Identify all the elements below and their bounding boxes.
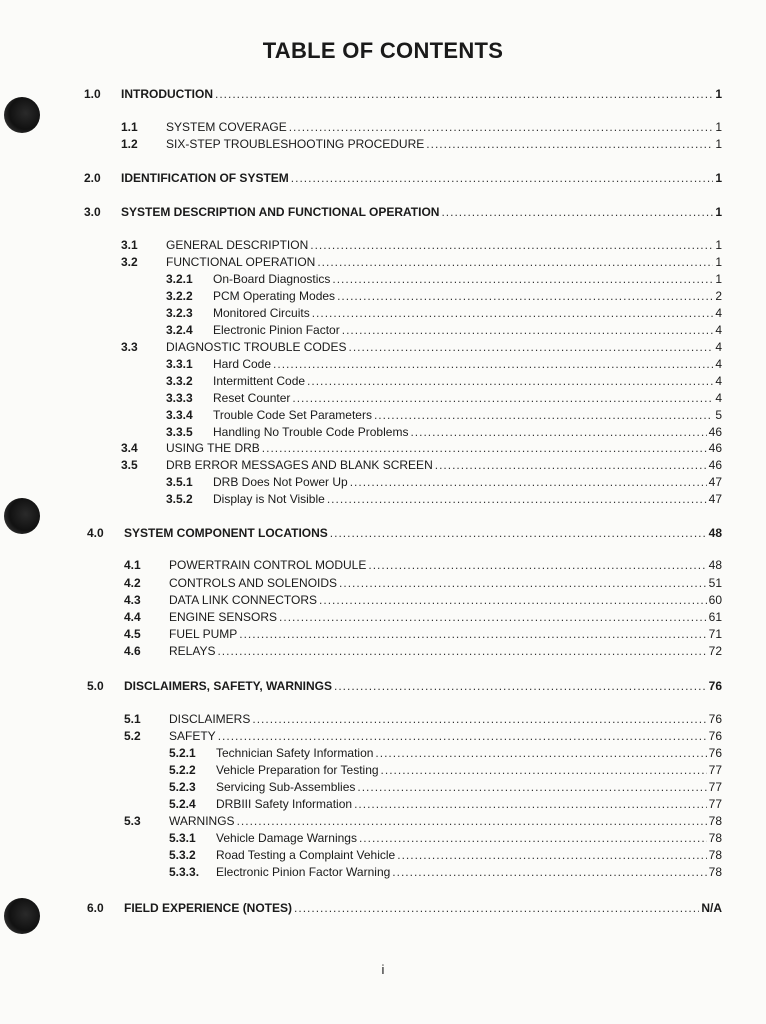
toc-entry <box>124 814 722 828</box>
toc-entry <box>169 746 722 760</box>
toc-entry-number: 3.1 <box>121 238 138 252</box>
toc-entry-page: 47 <box>708 475 722 489</box>
toc-entry <box>166 357 722 371</box>
toc-entry-number: 5.3.3. <box>169 865 200 879</box>
toc-leader-dots <box>307 374 713 388</box>
toc-leader-dots <box>410 425 706 439</box>
toc-entry-page: 4 <box>715 357 722 371</box>
toc-leader-dots <box>357 780 706 794</box>
toc-entry-label: POWERTRAIN CONTROL MODULE <box>169 558 367 572</box>
toc-entry <box>166 374 722 388</box>
toc-entry-page: 78 <box>708 848 722 862</box>
toc-entry-page: 71 <box>708 627 722 641</box>
toc-leader-dots <box>273 357 713 371</box>
toc-leader-dots <box>354 797 707 811</box>
toc-entry <box>124 729 722 743</box>
toc-entry-page: N/A <box>701 901 722 915</box>
toc-leader-dots <box>397 848 706 862</box>
toc-leader-dots <box>237 814 707 828</box>
toc-entry-number: 4.5 <box>124 627 141 641</box>
toc-entry <box>124 558 722 572</box>
toc-leader-dots <box>375 746 706 760</box>
binder-hole-bottom <box>4 898 40 934</box>
toc-entry-page: 60 <box>708 593 722 607</box>
toc-entry-label: INTRODUCTION <box>121 87 213 101</box>
toc-entry <box>87 526 722 540</box>
toc-entry <box>169 763 722 777</box>
toc-leader-dots <box>350 475 707 489</box>
toc-entry-page: 78 <box>708 814 722 828</box>
toc-entry-page: 78 <box>708 831 722 845</box>
toc-entry-number: 3.5 <box>121 458 138 472</box>
toc-entry-label: DISCLAIMERS, SAFETY, WARNINGS <box>124 679 333 693</box>
toc-entry <box>166 492 722 506</box>
toc-leader-dots <box>342 323 714 337</box>
toc-entry <box>121 458 722 472</box>
toc-leader-dots <box>289 120 714 134</box>
toc-entry-page: 1 <box>715 120 722 134</box>
toc-entry-page: 72 <box>708 644 722 658</box>
toc-entry-label: SYSTEM COVERAGE <box>166 120 287 134</box>
toc-entry <box>166 425 722 439</box>
toc-entry-number: 5.1 <box>124 712 141 726</box>
toc-leader-dots <box>368 558 706 572</box>
toc-entry-label: GENERAL DESCRIPTION <box>166 238 309 252</box>
toc-entry-label: FIELD EXPERIENCE (NOTES) <box>124 901 293 915</box>
toc-leader-dots <box>317 255 713 269</box>
toc-entry-number: 2.0 <box>84 171 101 185</box>
toc-entry-page: 76 <box>708 729 722 743</box>
toc-entry-label: Technician Safety Information <box>216 746 374 760</box>
toc-entry-number: 3.2.3 <box>166 306 193 320</box>
toc-entry-page: 4 <box>715 374 722 388</box>
toc-leader-dots <box>217 644 706 658</box>
toc-entry-number: 3.2.4 <box>166 323 193 337</box>
toc-entry <box>121 340 722 354</box>
toc-entry <box>87 901 722 915</box>
toc-leader-dots <box>332 272 713 286</box>
toc-entry-label: FUEL PUMP <box>169 627 238 641</box>
toc-entry <box>84 205 722 219</box>
toc-entry-number: 5.3.1 <box>169 831 196 845</box>
toc-entry <box>169 831 722 845</box>
toc-entry-number: 3.5.1 <box>166 475 193 489</box>
toc-entry-label: Hard Code <box>213 357 272 371</box>
page-title: TABLE OF CONTENTS <box>262 38 504 63</box>
toc-entry <box>166 306 722 320</box>
toc-entry-label: Electronic Pinion Factor Warning <box>216 865 391 879</box>
toc-entry-label: Trouble Code Set Parameters <box>213 408 372 422</box>
toc-entry <box>166 408 722 422</box>
toc-entry-page: 76 <box>708 746 722 760</box>
toc-entry-label: DISCLAIMERS <box>169 712 251 726</box>
toc-entry-number: 3.0 <box>84 205 101 219</box>
toc-entry-page: 46 <box>708 441 722 455</box>
toc-entry-page: 1 <box>715 205 722 219</box>
toc-entry-number: 5.2.3 <box>169 780 196 794</box>
toc-entry <box>124 644 722 658</box>
toc-entry-page: 47 <box>708 492 722 506</box>
toc-entry-page: 4 <box>715 340 722 354</box>
toc-entry-page: 1 <box>715 272 722 286</box>
toc-entry-page: 77 <box>708 797 722 811</box>
toc-entry <box>87 679 722 693</box>
toc-entry <box>84 87 722 101</box>
toc-leader-dots <box>337 289 713 303</box>
toc-leader-dots <box>359 831 707 845</box>
binder-hole-middle <box>4 498 40 534</box>
toc-entry-label: RELAYS <box>169 644 216 658</box>
toc-leader-dots <box>334 679 707 693</box>
toc-leader-dots <box>392 865 706 879</box>
toc-entry-number: 5.2.4 <box>169 797 196 811</box>
toc-leader-dots <box>374 408 713 422</box>
toc-entry-label: CONTROLS AND SOLENOIDS <box>169 576 338 590</box>
toc-leader-dots <box>239 627 706 641</box>
toc-entry-label: Vehicle Preparation for Testing <box>216 763 379 777</box>
toc-entry-number: 4.6 <box>124 644 141 658</box>
toc-entry-label: ENGINE SENSORS <box>169 610 278 624</box>
toc-entry-page: 1 <box>715 238 722 252</box>
toc-entry-label: DIAGNOSTIC TROUBLE CODES <box>166 340 347 354</box>
toc-entry-label: DRBIII Safety Information <box>216 797 353 811</box>
toc-entry-page: 48 <box>708 526 722 540</box>
toc-leader-dots <box>279 610 707 624</box>
toc-entry-number: 1.2 <box>121 137 138 151</box>
toc-entry-page: 46 <box>708 458 722 472</box>
toc-entry-label: Handling No Trouble Code Problems <box>213 425 409 439</box>
toc-entry-label: PCM Operating Modes <box>213 289 336 303</box>
toc-entry-label: Vehicle Damage Warnings <box>216 831 357 845</box>
toc-entry-page: 77 <box>708 780 722 794</box>
toc-entry-page: 1 <box>715 87 722 101</box>
toc-entry <box>121 120 722 134</box>
toc-entry-page: 2 <box>715 289 722 303</box>
toc-entry-page: 78 <box>708 865 722 879</box>
toc-entry-number: 3.3.4 <box>166 408 193 422</box>
toc-entry-number: 3.2.2 <box>166 289 193 303</box>
toc-entry-label: SYSTEM COMPONENT LOCATIONS <box>124 526 328 540</box>
toc-entry-number: 3.5.2 <box>166 492 193 506</box>
toc-entry-label: On-Board Diagnostics <box>213 272 331 286</box>
toc-leader-dots <box>441 205 713 219</box>
toc-entry <box>166 289 722 303</box>
toc-leader-dots <box>252 712 706 726</box>
page-number-footer: i <box>381 962 385 977</box>
toc-entry <box>169 865 722 879</box>
toc-entry-page: 77 <box>708 763 722 777</box>
toc-entry-number: 4.2 <box>124 576 141 590</box>
toc-entry-number: 5.3.2 <box>169 848 196 862</box>
toc-entry <box>169 797 722 811</box>
toc-entry-page: 1 <box>715 255 722 269</box>
toc-entry-number: 4.3 <box>124 593 141 607</box>
toc-entry-label: FUNCTIONAL OPERATION <box>166 255 316 269</box>
toc-entry-page: 4 <box>715 323 722 337</box>
toc-entry-number: 4.0 <box>87 526 104 540</box>
toc-entry-number: 5.2.1 <box>169 746 196 760</box>
toc-entry-page: 1 <box>715 171 722 185</box>
toc-entry <box>124 610 722 624</box>
toc-entry <box>166 475 722 489</box>
toc-leader-dots <box>426 137 713 151</box>
toc-leader-dots <box>348 340 713 354</box>
toc-entry-page: 46 <box>708 425 722 439</box>
toc-leader-dots <box>310 238 713 252</box>
toc-entry <box>121 137 722 151</box>
toc-entry <box>124 593 722 607</box>
toc-entry <box>84 171 722 185</box>
toc-leader-dots <box>381 763 707 777</box>
toc-leader-dots <box>435 458 707 472</box>
toc-entry-page: 61 <box>708 610 722 624</box>
toc-entry-label: IDENTIFICATION OF SYSTEM <box>121 171 289 185</box>
toc-entry-label: DRB Does Not Power Up <box>213 475 348 489</box>
toc-entry-number: 3.3 <box>121 340 138 354</box>
toc-entry-label: WARNINGS <box>169 814 235 828</box>
toc-leader-dots <box>312 306 714 320</box>
toc-leader-dots <box>330 526 707 540</box>
toc-entry-number: 3.4 <box>121 441 138 455</box>
toc-leader-dots <box>319 593 707 607</box>
toc-entry-label: Intermittent Code <box>213 374 306 388</box>
toc-entry <box>166 272 722 286</box>
toc-leader-dots <box>218 729 707 743</box>
toc-entry-number: 4.4 <box>124 610 141 624</box>
toc-entry <box>124 627 722 641</box>
toc-entry-label: Display is Not Visible <box>213 492 325 506</box>
binder-hole-top <box>4 97 40 133</box>
toc-entry-label: DATA LINK CONNECTORS <box>169 593 318 607</box>
toc-entry-page: 4 <box>715 391 722 405</box>
toc-entry-label: SAFETY <box>169 729 216 743</box>
toc-entry-label: DRB ERROR MESSAGES AND BLANK SCREEN <box>166 458 433 472</box>
toc-entry-label: Servicing Sub-Assemblies <box>216 780 356 794</box>
toc-entry-label: Road Testing a Complaint Vehicle <box>216 848 396 862</box>
toc-leader-dots <box>262 441 707 455</box>
toc-entry-number: 5.2.2 <box>169 763 196 777</box>
toc-entry-label: Reset Counter <box>213 391 291 405</box>
toc-entry-label: USING THE DRB <box>166 441 260 455</box>
toc-entry-number: 3.3.3 <box>166 391 193 405</box>
toc-leader-dots <box>292 391 713 405</box>
toc-entry-number: 1.0 <box>84 87 101 101</box>
toc-entry-page: 1 <box>715 137 722 151</box>
toc-entry-number: 3.2 <box>121 255 138 269</box>
toc-entry-number: 3.3.5 <box>166 425 193 439</box>
toc-entry-number: 3.2.1 <box>166 272 193 286</box>
toc-entry-page: 48 <box>708 558 722 572</box>
toc-entry-number: 5.3 <box>124 814 141 828</box>
toc-leader-dots <box>215 87 713 101</box>
toc-entry-label: Electronic Pinion Factor <box>213 323 340 337</box>
toc-entry-number: 6.0 <box>87 901 104 915</box>
toc-entry-number: 3.3.2 <box>166 374 193 388</box>
toc-leader-dots <box>339 576 707 590</box>
toc-entry <box>121 255 722 269</box>
toc-leader-dots <box>327 492 707 506</box>
toc-entry <box>124 712 722 726</box>
toc-entry-number: 5.0 <box>87 679 104 693</box>
toc-entry <box>121 238 722 252</box>
toc-entry <box>166 391 722 405</box>
toc-entry-label: SYSTEM DESCRIPTION AND FUNCTIONAL OPERATION <box>121 205 440 219</box>
toc-entry-page: 4 <box>715 306 722 320</box>
toc-entry-page: 5 <box>715 408 722 422</box>
toc-entry-page: 51 <box>708 576 722 590</box>
toc-entry <box>169 848 722 862</box>
toc-entry-number: 4.1 <box>124 558 141 572</box>
toc-entry <box>166 323 722 337</box>
toc-entry-number: 5.2 <box>124 729 141 743</box>
toc-entry <box>169 780 722 794</box>
toc-leader-dots <box>294 901 699 915</box>
toc-entry <box>121 441 722 455</box>
toc-entry-page: 76 <box>708 679 722 693</box>
toc-entry-number: 1.1 <box>121 120 138 134</box>
toc-entry-number: 3.3.1 <box>166 357 193 371</box>
toc-entry-label: Monitored Circuits <box>213 306 310 320</box>
toc-entry-page: 76 <box>708 712 722 726</box>
toc-entry <box>124 576 722 590</box>
toc-entry-label: SIX-STEP TROUBLESHOOTING PROCEDURE <box>166 137 425 151</box>
toc-leader-dots <box>291 171 714 185</box>
